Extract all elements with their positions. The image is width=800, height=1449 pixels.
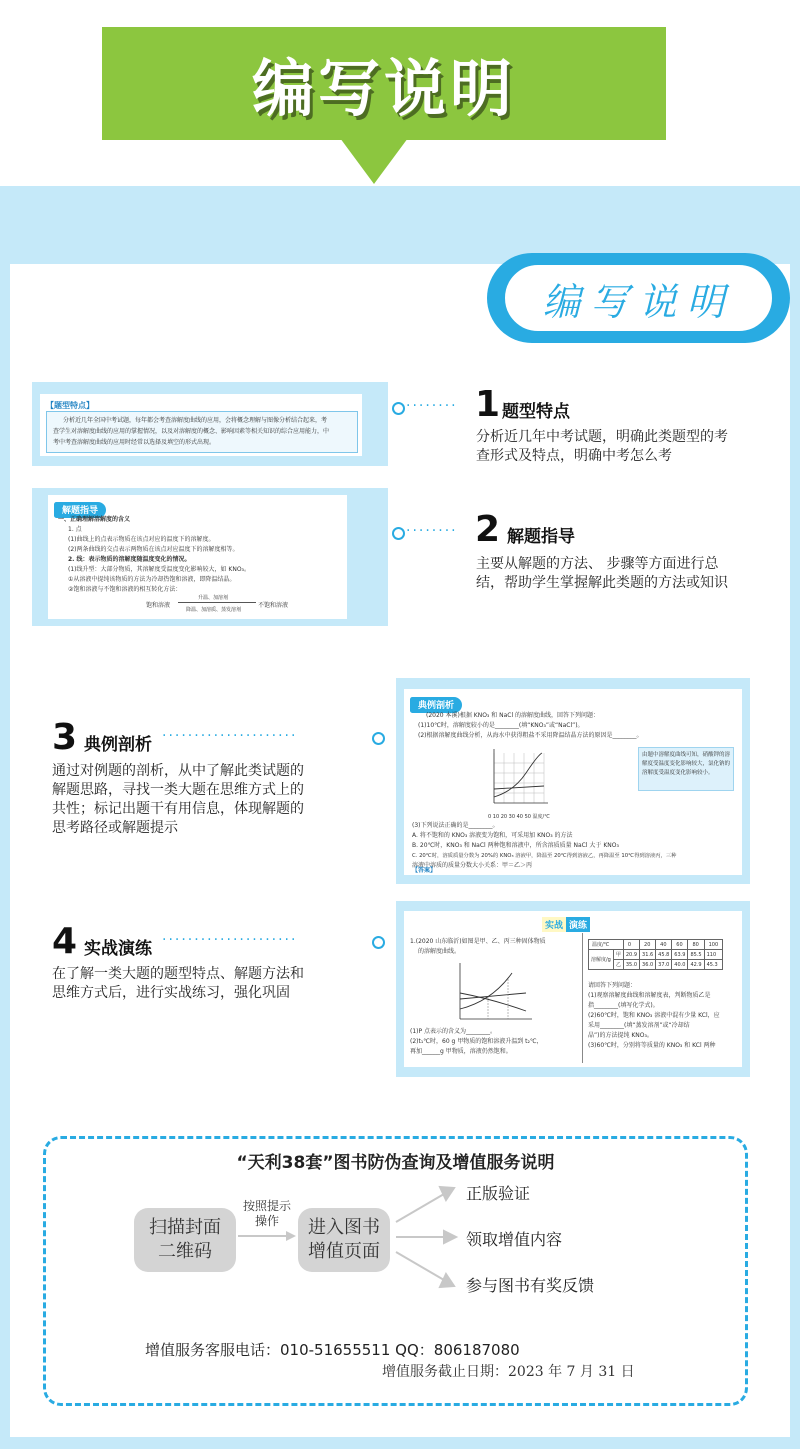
flow-arrow-icon — [236, 1230, 298, 1242]
thumb2-line: 1. 点 — [68, 526, 82, 533]
table-cell: 60 — [672, 940, 688, 950]
service-phone: 增值服务客服电话：010-51655511 QQ：806187080 — [145, 1341, 520, 1359]
thumb2-line: 2. 线：表示物质的溶解度随温度变化的情况。 — [68, 556, 191, 563]
branch-arrows-icon — [392, 1180, 462, 1300]
thumb3-q3-line: (3)下列说法正确的是________。 — [412, 822, 499, 829]
thumb3-line: (2)根据溶解度曲线分析，从海水中获得粗盐不采用降温结晶方法的原因是________。 — [418, 732, 643, 739]
section-desc: 分析近几年中考试题，明确此类题型的考查形式及特点，明确中考怎么考 — [476, 429, 728, 464]
connector-ring-icon — [372, 732, 385, 745]
thumb4-left-questions — [410, 1027, 543, 1057]
thumb2-line: ①从溶液中提纯该物质的方法为冷却热饱和溶液，即降温结晶。 — [68, 576, 236, 583]
connector-dots: ····················· — [162, 728, 298, 744]
output-feedback: 参与图书有奖反馈 — [466, 1276, 595, 1295]
thumb1-label: 【题型特点】 — [46, 401, 94, 410]
table-cell: 40.0 — [672, 960, 688, 970]
thumb3-tag: 典例剖析 — [410, 697, 462, 713]
table-cell: 温度/℃ — [589, 940, 624, 950]
connector-dots: ········ — [406, 523, 458, 539]
banner-arrow-icon — [340, 138, 408, 184]
thumb2-formula-arrow — [178, 602, 256, 603]
connector-dots: ····················· — [162, 932, 298, 948]
thumb4-right-line: 晶”)的方法提纯 KNO₃。 — [588, 1032, 653, 1039]
thumb4-line: 的溶解度曲线。 — [418, 948, 461, 955]
thumb-card-1 — [40, 394, 362, 456]
thumb3-answer: 【答案】 — [412, 867, 437, 874]
thumb3-chart-xlabel: 0 10 20 30 40 50 温度/℃ — [488, 814, 550, 820]
thumb4-line: 1.(2020 山东临沂)如图是甲、乙、丙三种固体物质 — [410, 938, 546, 945]
thumb1-line: 分析近几年全国中考试题，每年都会考查溶解度曲线的应用，会将概念理解与图像分析结合起来，考 — [63, 417, 328, 424]
table-cell: 80 — [688, 940, 704, 950]
thumb-card-2 — [48, 495, 347, 619]
section-title: 典例剖析 — [84, 735, 152, 755]
thumb4-tag-b: 演练 — [566, 917, 590, 932]
section-number: 3 — [52, 717, 78, 758]
table-cell: 40 — [656, 940, 672, 950]
table-cell: 31.6 — [640, 950, 656, 960]
thumb3-q3 — [412, 821, 676, 871]
thumb3-q3-line: C. 20℃时，溶质质量分数为 20%的 KNO₃ 溶液甲，降温至 20℃得到溶液乙，再降温至 10℃得到溶液丙，三种 — [412, 853, 677, 859]
flow-label — [236, 1199, 298, 1229]
table-cell: 45.8 — [656, 950, 672, 960]
thumb3-line: (1)10℃时，溶解度较小的是________(填“KNO₃”或“NaCl”)。 — [418, 722, 584, 729]
thumb2-line: ②饱和溶液与不饱和溶液的相互转化方法： — [68, 586, 182, 593]
thumb4-right-line: 指________(填写化学式)。 — [588, 1002, 659, 1009]
table-cell: 37.0 — [656, 960, 672, 970]
thumb4-right-line: (1)观察溶解度曲线和溶解度表，判断物质乙是 — [588, 992, 711, 999]
output-authentic-check: 正版验证 — [466, 1184, 531, 1203]
thumb4-q: 再加______g 甲物质，溶液仍然饱和。 — [410, 1048, 512, 1055]
connector-dots: ········ — [406, 398, 458, 414]
thumb3-q3-line: A. 将不饱和的 KNO₃ 溶液变为饱和，可采用加 KNO₃ 的方法 — [412, 832, 573, 839]
thumb2-formula-right: 不饱和溶液 — [258, 602, 289, 609]
section-number: 4 — [52, 921, 78, 962]
section-number: 2 — [475, 509, 501, 550]
flow-label-line: 按照提示 — [242, 1199, 291, 1213]
thumb3-line: (2020 本溪)根据 KNO₃ 和 NaCl 的溶解度曲线，回答下列问题： — [426, 712, 600, 719]
thumb4-divider — [582, 933, 583, 1063]
table-row — [589, 940, 723, 950]
section-number: 1 — [475, 384, 501, 425]
table-cell: 63.9 — [672, 950, 688, 960]
connector-ring-icon — [392, 402, 405, 415]
thumb4-solubility-chart — [452, 959, 536, 1029]
thumb4-table — [588, 939, 723, 970]
thumb1-text-box — [46, 411, 358, 453]
thumb2-content — [58, 515, 250, 595]
thumb-card-4 — [404, 911, 742, 1067]
node-line: 二维码 — [158, 1241, 212, 1262]
table-cell: 100 — [704, 940, 723, 950]
thumb2-formula-left: 饱和溶液 — [146, 602, 171, 609]
section-desc: 通过对例题的剖析，从中了解此类试题的解题思路，寻找一类大题在思维方式上的共性；标记出题干有用信息，体现解题的思考路径或解题提示 — [52, 763, 304, 836]
thumb-card-3 — [404, 689, 742, 875]
thumb4-tag — [542, 917, 590, 932]
service-deadline: 增值服务截止日期：2023 年 7 月 31 日 — [382, 1364, 635, 1380]
thumb3-question — [418, 711, 643, 741]
thumb4-right-line: (2)60℃时，饱和 KNO₃ 溶液中混有少量 KCl，应 — [588, 1012, 720, 1019]
section-desc: 在了解一类大题的题型特点、解题方法和思维方式后，进行实战练习，强化巩固 — [52, 966, 304, 1001]
table-cell: 0 — [623, 940, 639, 950]
section-title: 题型特点 — [502, 402, 570, 422]
thumb4-tag-a: 实战 — [542, 917, 566, 932]
scan-qr-node — [134, 1208, 236, 1272]
thumb4-right-line: 请回答下列问题： — [588, 982, 637, 989]
table-cell: 45.3 — [704, 960, 723, 970]
service-title: “天利38套”图书防伪查询及增值服务说明 — [236, 1153, 555, 1173]
thumb4-right — [588, 981, 720, 1051]
thumb2-line: (1)曲线上的点表示物质在该点对应的温度下的溶解度。 — [68, 536, 215, 543]
thumb4-q: (2)t₁℃时，60 g 甲物质的饱和溶液升温到 t₂℃， — [410, 1038, 543, 1045]
thumb4-right-line: 采用________(填“蒸发溶剂”或“冷却结 — [588, 1022, 690, 1029]
flow-label-line: 操作 — [254, 1214, 279, 1228]
table-cell: 溶解度/g — [589, 950, 614, 970]
table-cell: 85.5 — [688, 950, 704, 960]
section-title: 实战演练 — [84, 939, 152, 959]
thumb3-hint: 由题中溶解度曲线可知，硝酸钾的溶解度受温度变化影响较大，氯化钠的溶解度受温度变化影响较小。 — [638, 747, 734, 791]
thumb4-left — [410, 937, 546, 957]
table-row — [589, 950, 723, 960]
table-cell: 甲 — [613, 950, 623, 960]
thumb3-q3-line: B. 20℃时，KNO₃ 和 NaCl 两种饱和溶液中，所含溶质质量 NaCl 大于 KNO₃ — [412, 842, 619, 849]
thumb3-q3-line: 溶液中溶质的质量分数大小关系：甲＝乙＞丙 — [412, 862, 533, 869]
thumb2-formula-top: 升温、加溶剂 — [198, 595, 229, 601]
badge-title: 编写说明 — [503, 263, 774, 333]
node-line: 增值页面 — [308, 1241, 380, 1262]
thumb3-solubility-chart — [484, 745, 558, 815]
table-cell: 20.9 — [623, 950, 639, 960]
section-title: 解题指导 — [507, 527, 575, 547]
output-get-content: 领取增值内容 — [466, 1230, 563, 1249]
node-line: 扫描封面 — [149, 1217, 221, 1238]
thumb2-line: (2)两条曲线的交点表示两物质在该点对应温度下的溶解度相等。 — [68, 546, 239, 553]
thumb2-line: (1)线升型：大部分物质，其溶解度受温度变化影响较大，如 KNO₃。 — [68, 566, 250, 573]
thumb4-right-line: (3)60℃时，分别将等质量的 KNO₃ 和 KCl 两种 — [588, 1042, 716, 1049]
table-cell: 35.0 — [623, 960, 639, 970]
connector-ring-icon — [372, 936, 385, 949]
thumb1-line: 考中考查溶解度曲线的应用时经常以选择及填空的形式出现。 — [53, 439, 216, 446]
thumb2-line: 一、正确理解溶解度的含义 — [58, 516, 131, 523]
section-desc: 主要从解题的方法、 步骤等方面进行总结，帮助学生掌握解此类题的方法或知识 — [476, 556, 728, 591]
thumb1-line: 查学生对溶解度曲线的应用的掌握情况，以及对溶解度的概念、影响因素等相关知识的综合应用能力，中 — [53, 428, 330, 435]
table-cell: 20 — [640, 940, 656, 950]
page-title: 编写说明 — [251, 52, 516, 125]
thumb2-formula-bottom: 降温、加溶质、蒸发溶剂 — [186, 607, 242, 613]
thumb4-q: (1)P 点表示的含义为________。 — [410, 1028, 497, 1035]
table-cell: 42.9 — [688, 960, 704, 970]
table-cell: 110 — [704, 950, 723, 960]
table-cell: 36.0 — [640, 960, 656, 970]
connector-ring-icon — [392, 527, 405, 540]
enter-page-node — [298, 1208, 390, 1272]
thumb2-tag: 解题指导 — [54, 502, 106, 518]
node-line: 进入图书 — [308, 1217, 380, 1238]
table-cell: 乙 — [613, 960, 623, 970]
